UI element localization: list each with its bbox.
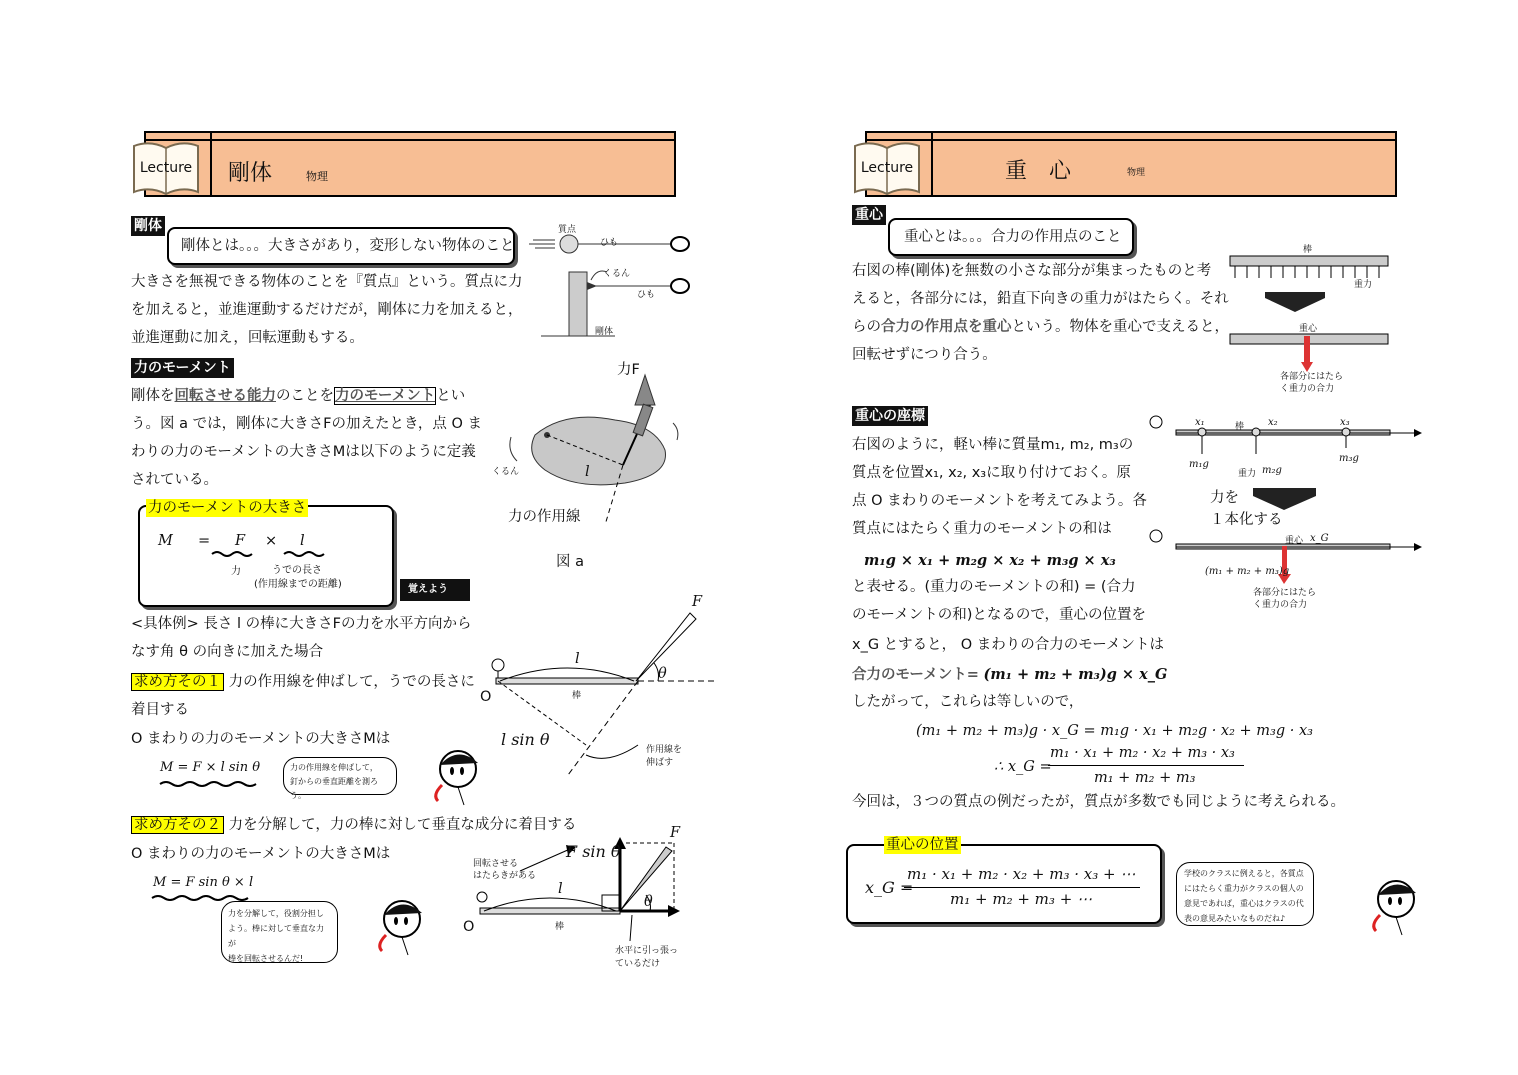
method2-heading: 求め方その２ 力を分解して，力の棒に対して垂直な成分に着目する (131, 816, 576, 834)
fig-label-pull: 水平に引っ張っ (615, 946, 679, 956)
fig-label-x1: x₁ (1195, 417, 1205, 428)
equality-formula: (m₁ + m₂ + m₃)g · x_G = m₁g · x₁ + m₂g · x₂ + m₃g · x₃ (916, 723, 1313, 739)
fig-label-resultant: く重力の合力 (1253, 600, 1308, 610)
body-line: らの合力の作用点を重心という。物体を重心で支えると， (852, 319, 1229, 335)
cg-rod-figure (1225, 250, 1395, 370)
mascot-icon (372, 895, 432, 957)
definition-box-cg (888, 218, 1134, 256)
fig-label-string: ひも (637, 290, 656, 300)
definition-text: 重心とは。。。合力の作用点のこと (904, 229, 1122, 245)
hint-bubble: 力を分解して，役割分担し よう。棒に対して垂直な力が 棒を回転させるんだ! (221, 901, 338, 963)
figure-caption: 図 a (556, 554, 584, 570)
fraction-bar (1048, 765, 1244, 766)
fig-label-rigid-body: 剛体 (595, 327, 614, 337)
eq-F: F (235, 533, 246, 549)
body-line: 右図のように，軽い棒に質量m₁, m₂, m₃の (852, 437, 1134, 453)
highlight-text: 回転させる能力 (174, 388, 276, 404)
fig-label-extend: 作用線を (646, 745, 683, 755)
body-line: わりの力のモーメントの大きさMは以下のように定義 (131, 444, 476, 460)
fig-label-unify: 力を (1210, 490, 1239, 506)
fig-label-cg: 重心 (1299, 324, 1318, 334)
right-header-banner (865, 131, 1397, 197)
fig-label-rotate: くるん (492, 467, 520, 477)
fig-label-rod: 棒 (1235, 422, 1245, 432)
cg-denominator: m₁ + m₂ + m₃ + ⋯ (950, 890, 1093, 908)
fig-label-xG: x_G (1310, 533, 1329, 544)
lecture-book-icon (130, 138, 202, 196)
fig-label-line-of-action: 力の作用線 (508, 509, 581, 525)
wavy-underline (212, 550, 342, 558)
fig-label-x2: x₂ (1268, 417, 1278, 428)
fig-label-rotate-effect: 回転させる (473, 859, 519, 869)
fig-label-Fsin: F sin θ (566, 842, 621, 861)
lecture-badge: Lecture (139, 160, 193, 176)
fig-label-unify: １本化する (1210, 512, 1283, 528)
fig-label-O: O (480, 689, 492, 705)
fig-label-O: O (463, 919, 475, 935)
xg-numerator: m₁ · x₁ + m₂ · x₂ + m₃ · x₃ (1050, 745, 1235, 761)
fig-label-resultant: 各部分にはたら (1280, 372, 1344, 382)
method1-label: 求め方その１ (131, 673, 224, 691)
fig-label-gravity: 重力 (1354, 280, 1373, 290)
hint-bubble: 力の作用線を伸ばして， 釘からの垂直距離を測ろう。 (283, 757, 397, 795)
section-tag-moment: 力のモーメント (131, 358, 234, 378)
page-title: 剛体 (228, 161, 273, 186)
xg-denominator: m₁ + m₂ + m₃ (1094, 770, 1196, 786)
cg-box-title: 重心の位置 (886, 837, 959, 853)
hint-bubble: 学校のクラスに例えると，各質点 にはたらく重力がクラスの個人の 意見であれば，重心はクラスの代 表の意見みたいなものだね♪ (1176, 862, 1314, 926)
fig-label-rod: 棒 (555, 922, 565, 932)
sum-formula: m₁g × x₁ + m₂g × x₂ + m₃g × x₃ (864, 552, 1116, 569)
body-line: を加えると，並進運動するだけだが，剛体に力を加えると， (131, 302, 523, 318)
eq-M: M (158, 533, 173, 549)
fig-label-F: F (692, 594, 703, 610)
body-line: されている。 (131, 472, 218, 488)
section-tag-center-of-gravity: 重心 (852, 205, 886, 225)
fig-label-resultant: 各部分にはたら (1253, 588, 1317, 598)
body-line: 大きさを無視できる物体のことを『質点』という。質点に力 (131, 274, 523, 290)
fig-label-m3g: m₃g (1339, 453, 1359, 464)
body-line: x_G とすると， O まわりの合力のモーメントは (852, 637, 1165, 653)
method2-formula: M = F sin θ × l (153, 875, 254, 890)
body-line: 今回は，３つの質点の例だったが，質点が多数でも同じように考えられる。 (852, 794, 1345, 810)
mascot-icon (1366, 875, 1426, 937)
lecture-badge: Lecture (860, 160, 914, 176)
fig-label-rod: 棒 (1303, 245, 1313, 255)
under-F: 力 (231, 566, 241, 577)
definition-box-rigid-body (167, 227, 515, 265)
fig-label-x3: x₃ (1340, 417, 1350, 428)
fig-label-cg: 重心 (1285, 536, 1304, 546)
body-line: 回転せずにつり合う。 (852, 347, 997, 363)
fig-label-l: l (585, 464, 590, 480)
method2-label: 求め方その２ (131, 816, 224, 834)
fig-label-gravity: 重力 (1238, 469, 1257, 479)
highlight-text: 合力の作用点を重心 (881, 319, 1012, 335)
body-line: 並進運動に加え，回転運動もする。 (131, 330, 364, 346)
fig-label-total-gravity: (m₁ + m₂ + m₃)g (1205, 566, 1290, 577)
body-line: 剛体を回転させる能力のことを力のモーメントとい (131, 388, 466, 404)
fig-label-string: ひも (600, 238, 619, 248)
cg-numerator: m₁ · x₁ + m₂ · x₂ + m₃ · x₃ + ⋯ (907, 865, 1136, 883)
fig-label-theta: θ (658, 666, 667, 682)
fig-label-m1g: m₁g (1189, 459, 1209, 470)
fig-label-pull: ているだけ (615, 959, 661, 969)
wavy-underline (160, 780, 256, 788)
method1-heading: 求め方その１ 力の作用線を伸ばして，うでの長さに (131, 673, 475, 691)
eq-equals: = (198, 533, 211, 549)
fig-label-rod: 棒 (572, 691, 582, 701)
resultant-moment-line: 合力のモーメント= (m₁ + m₂ + m₃)g × x_G (852, 666, 1168, 683)
xg-lhs: ∴ x_G = (994, 759, 1052, 775)
fig-label-lsin: l sin θ (501, 730, 550, 749)
page-subtitle: 物理 (1127, 168, 1146, 178)
memo-badge: 覚えよう (400, 579, 470, 601)
cg-lhs: x_G = (865, 878, 914, 897)
body-line: と表せる。(重力のモーメントの和) = (合力 (852, 579, 1136, 595)
fig-label-extend: 伸ばす (646, 758, 674, 768)
page-title: 重 心 (1005, 159, 1072, 184)
example-line: なす角 θ の向きに加えた場合 (131, 644, 324, 660)
body-line: えると，各部分には，鉛直下向きの重力がはたらく。それ (852, 291, 1229, 307)
fraction-bar (904, 887, 1140, 888)
page-subtitle: 物理 (306, 170, 328, 183)
fig-label-F: F (670, 825, 681, 841)
definition-text: 剛体とは。。。大きさがあり，変形しない物体のこと (181, 238, 515, 254)
body-line: O まわりの力のモーメントの大きさMは (131, 846, 391, 862)
eq-l: l (300, 533, 305, 549)
example-line: <具体例> 長さ l の棒に大きさFの力を水平方向から (131, 616, 472, 632)
boxed-term: 力のモーメント (335, 388, 436, 404)
body-line: したがって，これらは等しいので， (852, 694, 1084, 710)
eq-times: × (265, 533, 278, 549)
lecture-book-icon (851, 138, 923, 196)
fig-label-theta: θ (644, 894, 653, 910)
fig-label-force: 力F (617, 362, 640, 378)
left-header-banner (144, 131, 676, 197)
body-line: 点 O まわりのモーメントを考えてみよう。各 (852, 493, 1147, 509)
under-l-detail: (作用線までの距離) (254, 579, 342, 590)
section-tag-cg-coordinates: 重心の座標 (852, 406, 928, 426)
body-line: 質点にはたらく重力のモーメントの和は (852, 521, 1112, 537)
formula-box-title: 力のモーメントの大きさ (148, 500, 307, 516)
fig-label-l: l (575, 651, 580, 667)
body-line: O まわりの力のモーメントの大きさMは (131, 731, 391, 747)
method1-formula: M = F × l sin θ (160, 760, 261, 775)
under-l: うでの長さ (272, 565, 322, 576)
fig-label-point: 質点 (558, 225, 577, 235)
fig-label-rotate: くるん (603, 269, 631, 279)
body-line: のモーメントの和)となるので，重心の位置を (852, 607, 1147, 623)
fig-label-m2g: m₂g (1262, 465, 1282, 476)
body-line: 右図の棒(剛体)を無数の小さな部分が集まったものと考 (852, 263, 1212, 279)
body-line: 着目する (131, 702, 189, 718)
fig-label-l: l (558, 881, 563, 897)
fig-label-rotate-effect: はたらきがある (473, 871, 537, 881)
body-line: 質点を位置x₁, x₂, x₃に取り付けておく。原 (852, 465, 1131, 481)
fig-label-resultant: く重力の合力 (1280, 384, 1335, 394)
body-line: う。図 a では，剛体に大きさFの加えたとき，点 O ま (131, 416, 482, 432)
section-tag-rigid-body: 剛体 (131, 216, 165, 236)
